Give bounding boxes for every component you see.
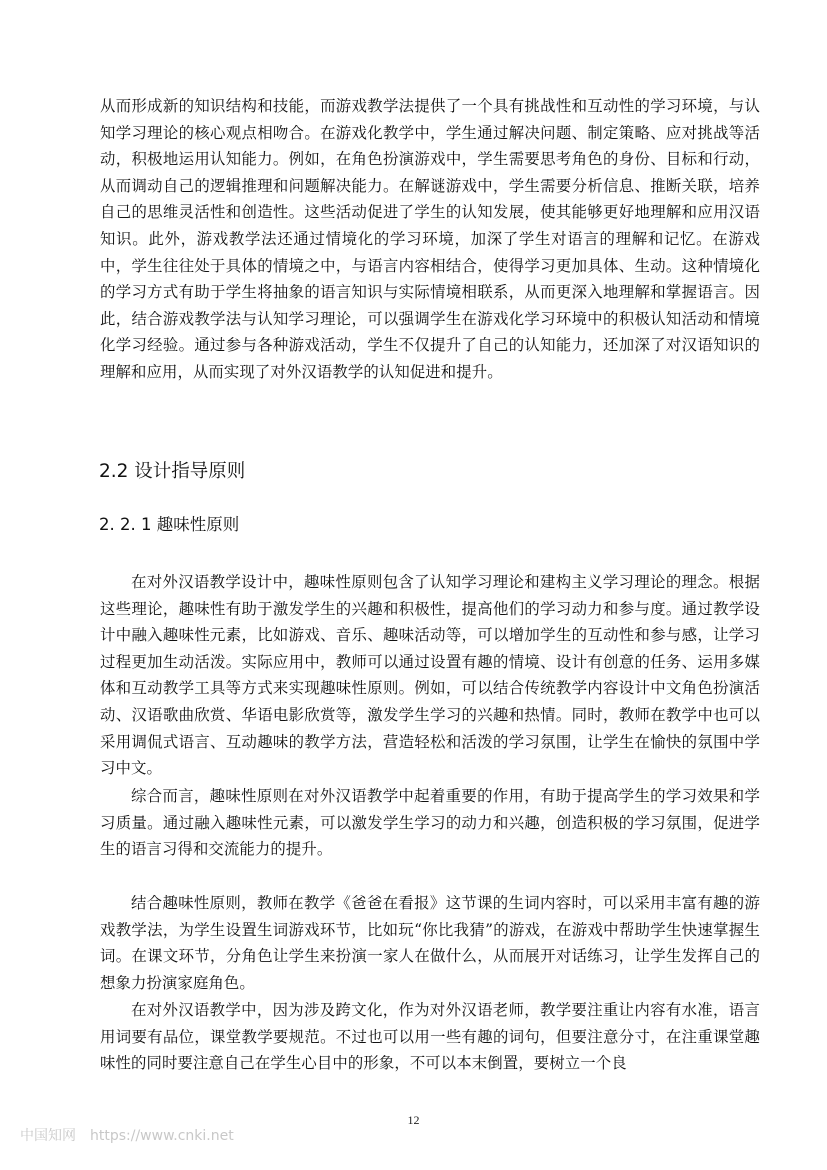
section-heading: 2.2 设计指导原则 (99, 461, 246, 482)
cnki-watermark (20, 1125, 234, 1145)
watermark-brand: 中国知网 (20, 1128, 76, 1144)
paragraph-lesson-example: 结合趣味性原则，教师在教学《爸爸在看报》这节课的生词内容时，可以采用丰富有趣的游戏教学法，为学生设置生词游戏环节，比如玩“你比我猜”的游戏，在游戏中帮助学生快速掌握生词。在课文环节，分角色让学生来扮演一家人在做什么，从而展开对话练习，让学生发挥自己的想象力扮演家庭角色。 (100, 894, 760, 992)
watermark-url: https://www.cnki.net (90, 1128, 234, 1144)
paragraph-cognitive-theory: 从而形成新的知识结构和技能，而游戏教学法提供了一个具有挑战性和互动性的学习环境，与认知学习理论的核心观点相吻合。在游戏化教学中，学生通过解决问题、制定策略、应对挑战等活动，积极地运用认知能力。例如，在角色扮演游戏中，学生需要思考角色的身份、目标和行动，从而调动自己的逻辑推理和问题解决能力。在解谜游戏中，学生需要分析信息、推断关联，培养自己的思维灵活性和创造性。这些活动促进了学生的认知发展，使其能够更好地理解和应用汉语知识。此外，游戏教学法还通过情境化的学习环境，加深了学生对语言的理解和记忆。在游戏中，学生往往处于具体的情境之中，与语言内容相结合，使得学习更加具体、生动。这种情境化的学习方式有助于学生将抽象的语言知识与实际情境相联系，从而更深入地理解和掌握语言。因此，结合游戏教学法与认知学习理论，可以强调学生在游戏化学习环境中的积极认知活动和情境化学习经验。通过参与各种游戏活动，学生不仅提升了自己的认知能力，还加深了对汉语知识的理解和应用，从而实现了对外汉语教学的认知促进和提升。 (100, 97, 760, 381)
page-number: 12 (407, 1113, 420, 1127)
paragraph-fun-principle: 在对外汉语教学设计中，趣味性原则包含了认知学习理论和建构主义学习理论的理念。根据这些理论，趣味性有助于激发学生的兴趣和积极性，提高他们的学习动力和参与度。通过教学设计中融入趣味性元素，比如游戏、音乐、趣味活动等，可以增加学生的互动性和参与感，让学习过程更加生动活泼。实际应用中，教师可以通过设置有趣的情境、设计有创意的任务、运用多媒体和互动教学工具等方式来实现趣味性原则。例如，可以结合传统教学内容设计中文角色扮演活动、汉语歌曲欣赏、华语电影欣赏等，激发学生学习的兴趣和热情。同时，教师在教学中也可以采用调侃式语言、互动趣味的教学方法，营造轻松和活泼的学习氛围，让学生在愉快的氛围中学习中文。 (100, 573, 760, 778)
subsection-heading: 2. 2. 1 趣味性原则 (99, 515, 240, 534)
paragraph-cross-culture: 在对外汉语教学中，因为涉及跨文化，作为对外汉语老师，教学要注重让内容有水准，语言用词要有品位，课堂教学要规范。不过也可以用一些有趣的词句，但要注意分寸，在注重课堂趣味性的同时要注意自己在学生心目中的形象，不可以本末倒置，要树立一个良 (100, 1001, 760, 1073)
paragraph-summary: 综合而言，趣味性原则在对外汉语教学中起着重要的作用，有助于提高学生的学习效果和学习质量。通过融入趣味性元素，可以激发学生学习的动力和兴趣，创造积极的学习氛围，促进学生的语言习得和交流能力的提升。 (100, 787, 760, 859)
